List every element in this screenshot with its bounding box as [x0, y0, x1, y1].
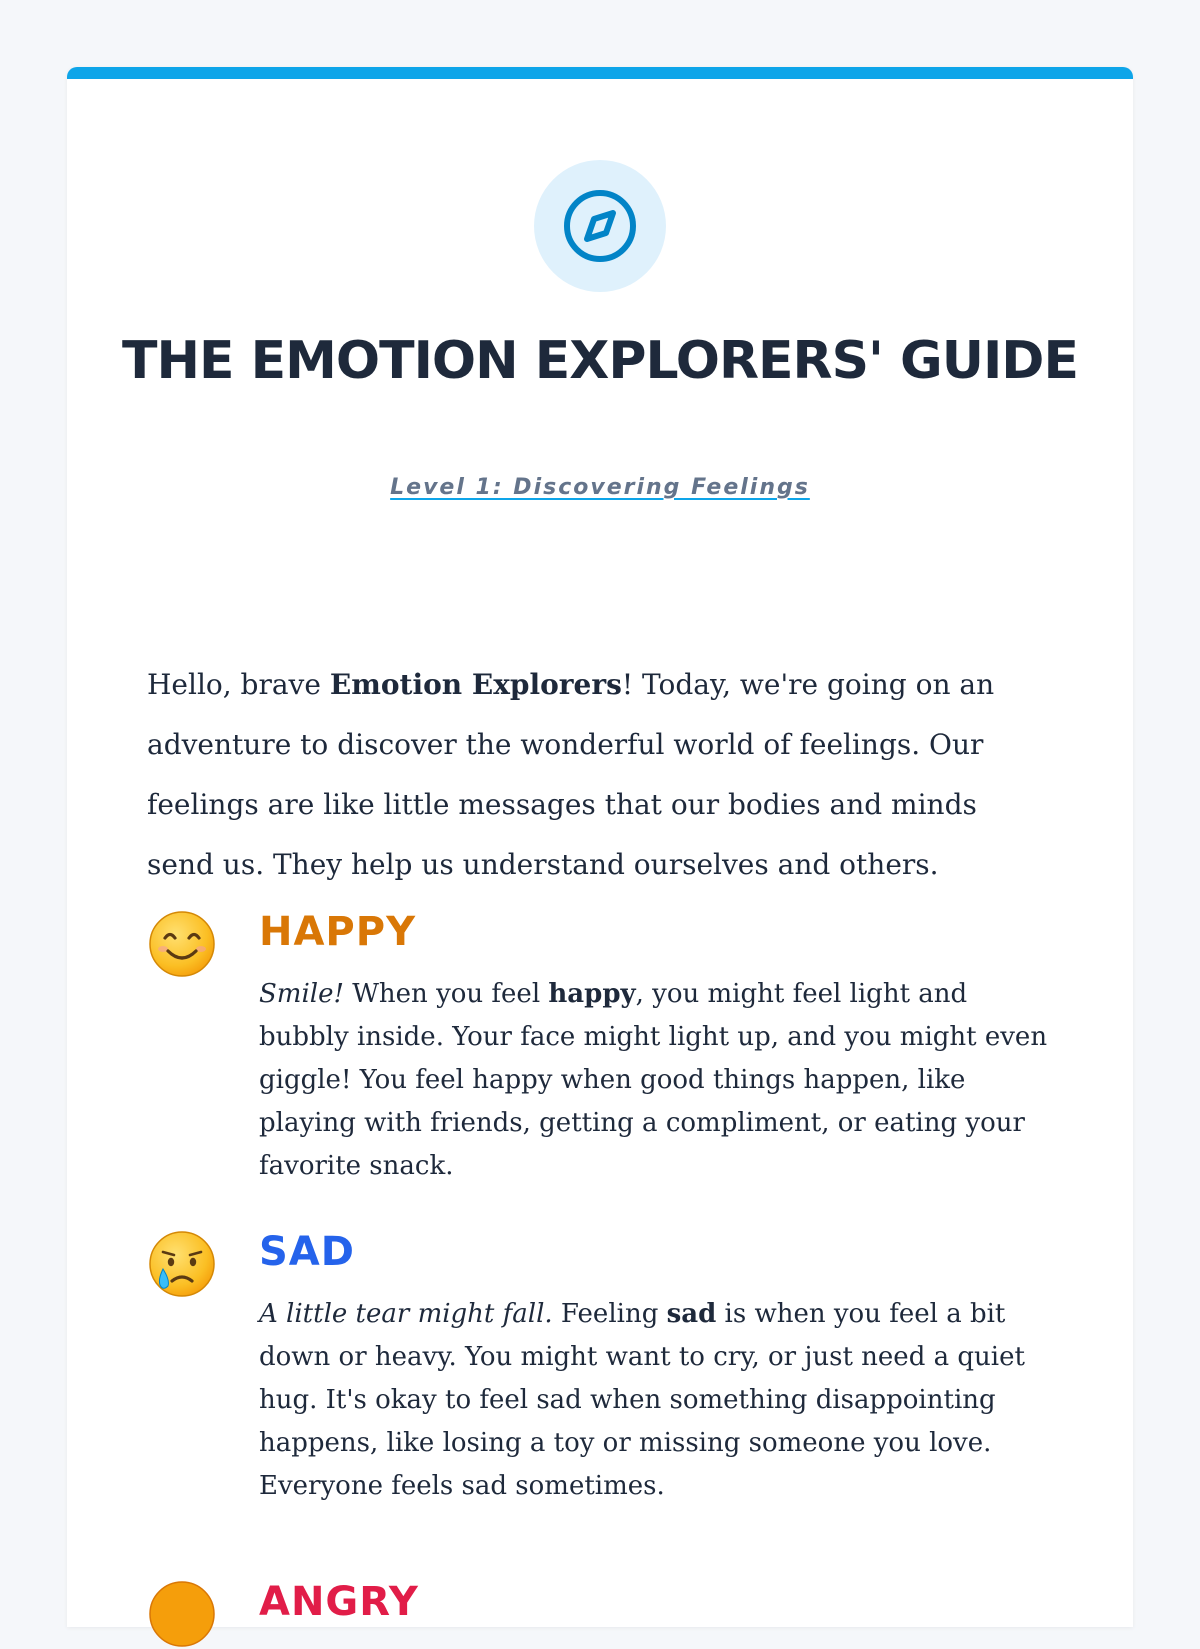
emotion-title: HAPPY	[259, 909, 417, 955]
guide-card	[67, 67, 1133, 1627]
emotion-text-start: When you feel	[343, 979, 549, 1009]
emotion-text-end: , you might feel light and bubbly inside. Your face might light up, and you might even giggle! You feel happy when good things happen, like playing with friends, getting a compliment, or eating your favorite snack.	[259, 979, 1048, 1181]
page-title: THE EMOTION EXPLORERS' GUIDE	[122, 331, 1078, 391]
crying-face-icon	[147, 1229, 217, 1299]
angry-face-icon	[147, 1579, 217, 1649]
intro-text-start: Hello, brave	[147, 668, 330, 701]
intro-text-end: ! Today, we're going on an adventure to discover the wonderful world of feelings. Our feelings are like little messages that our bodies and minds send us. They help us understand ourselves and others.	[147, 668, 995, 881]
emotion-title: SAD	[259, 1229, 355, 1275]
emotion-title: ANGRY	[259, 1579, 419, 1625]
smiling-face-icon	[147, 909, 217, 979]
emotion-keyword: sad	[666, 1299, 717, 1329]
emotion-description	[259, 973, 1059, 1188]
page-subtitle	[67, 475, 1133, 500]
emotion-description	[259, 1293, 1059, 1508]
compass-badge	[534, 160, 666, 292]
subtitle-text: Level 1: Discovering Feelings	[390, 475, 810, 500]
emotion-text-start: Feeling	[552, 1299, 667, 1329]
intro-highlight: Emotion Explorers	[329, 668, 622, 701]
intro-paragraph	[147, 655, 1007, 895]
emotion-lead: A little tear might fall.	[259, 1299, 553, 1329]
emotion-text-end: is when you feel a bit down or heavy. You might want to cry, or just need a quiet hug. It's okay to feel sad when something disappointing happens, like losing a toy or missing someone you love. Everyone feels sad sometimes.	[259, 1299, 1025, 1501]
compass-icon	[562, 188, 638, 264]
emotion-keyword: happy	[548, 979, 636, 1009]
emotion-lead: Smile!	[259, 979, 344, 1009]
